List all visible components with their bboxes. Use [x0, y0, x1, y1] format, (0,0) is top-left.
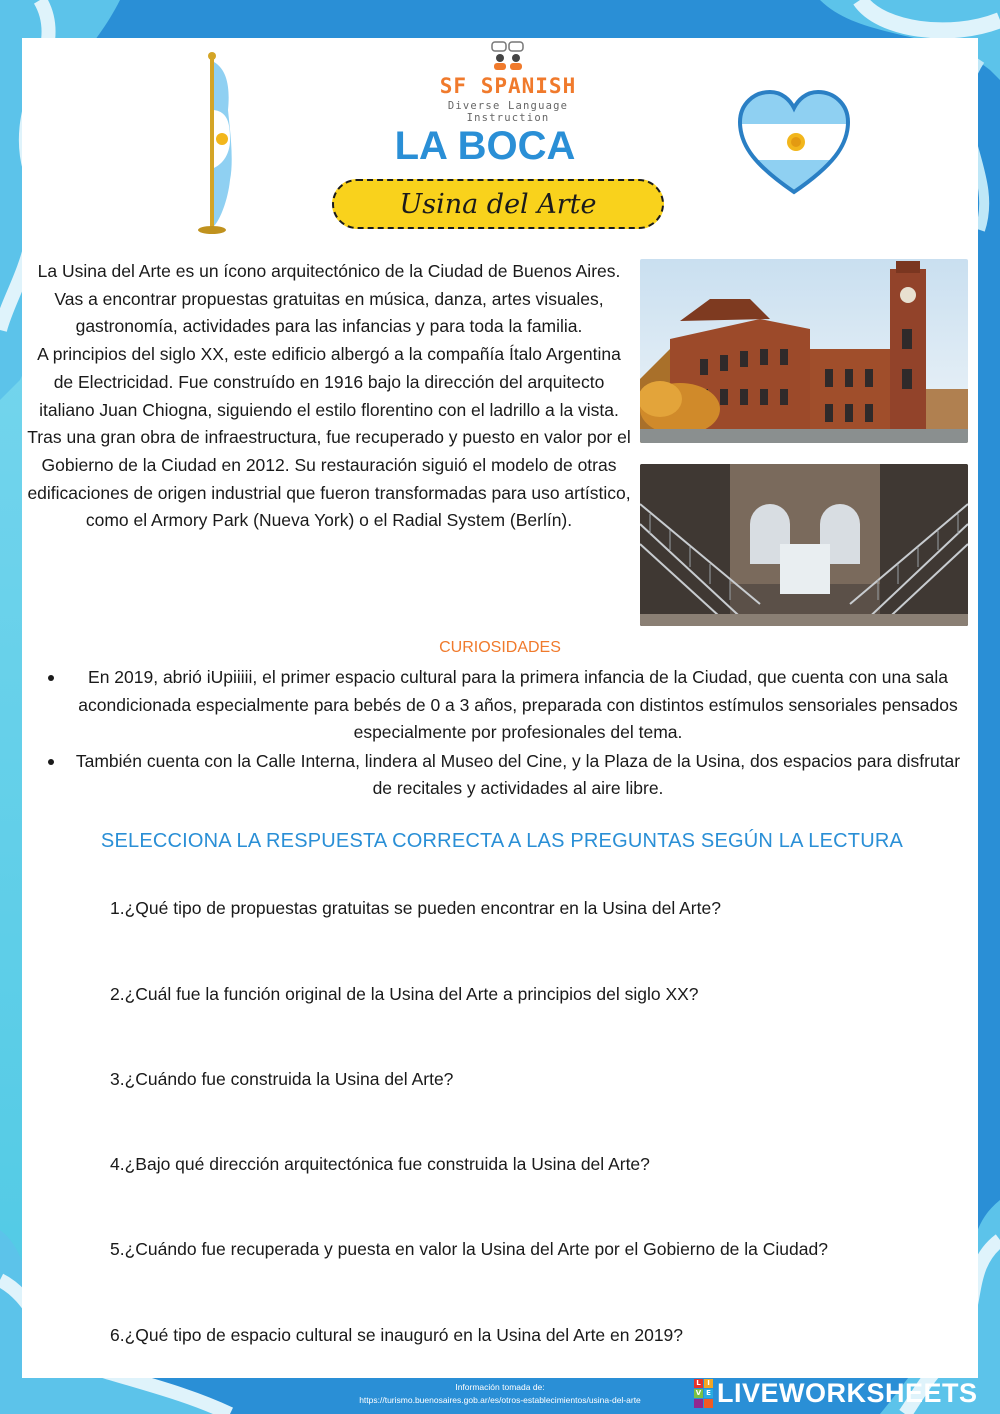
building-exterior-photo	[640, 259, 968, 443]
curiosity-text: En 2019, abrió iUpiiiii, el primer espacio cultural para la primera infancia de la Ciudad, que cuenta con una sala acondicionada especialmente para bebés de 0 a 3 años, preparada con distintos estímulos sensoriales pensados especialmente por profesionales del tema.	[78, 667, 958, 742]
source-link[interactable]: https://turismo.buenosaires.gob.ar/es/otros-establecimientos/usina-del-arte	[359, 1395, 641, 1405]
subtitle-text: Usina del Arte	[399, 188, 597, 220]
intro-paragraph: A principios del siglo XX, este edificio albergó a la compañía Ítalo Argentina de Electricidad. Fue construído en 1916 bajo la dirección del arquitecto italiano Juan Chiogna, siguiendo el estilo florentino con el ladrillo a la vista.	[37, 344, 621, 420]
question-5: 5.¿Cuándo fue recuperada y puesta en valor la Usina del Arte por el Gobierno de la Ciudad?	[110, 1239, 828, 1259]
source-credit	[300, 1381, 700, 1407]
brand-logo	[408, 40, 608, 124]
liveworksheets-logo[interactable]	[694, 1376, 994, 1410]
liveworksheets-wordmark: LIVEWORKSHEETS	[717, 1377, 978, 1408]
question-1: 1.¿Qué tipo de propuestas gratuitas se pueden encontrar en la Usina del Arte?	[110, 898, 721, 918]
subtitle-pill	[332, 179, 664, 229]
curiosities-list	[44, 664, 964, 804]
brand-tagline: Diverse Language Instruction	[447, 100, 569, 124]
question-2: 2.¿Cuál fue la función original de la Usina del Arte a principios del siglo XX?	[110, 984, 699, 1004]
question-3: 3.¿Cuándo fue construida la Usina del Arte?	[110, 1069, 454, 1089]
curiosities-title: CURIOSIDADES	[439, 639, 561, 656]
argentina-flag-icon	[190, 50, 250, 236]
bullet-icon	[48, 759, 54, 765]
curiosity-text: También cuenta con la Calle Interna, lindera al Museo del Cine, y la Plaza de la Usina, dos espacios para disfrutar de recitales y actividades al aire libre.	[75, 750, 961, 798]
bullet-icon	[48, 675, 54, 681]
list-item	[44, 748, 964, 803]
page-title: LA BOCA	[394, 124, 576, 168]
chat-people-icon	[488, 40, 528, 72]
quiz-instruction: SELECCIONA LA RESPUESTA CORRECTA A LAS PREGUNTAS SEGÚN LA LECTURA	[100, 830, 904, 852]
question-4: 4.¿Bajo qué dirección arquitectónica fue construida la Usina del Arte?	[110, 1154, 650, 1174]
brand-name: SF SPANISH	[439, 74, 577, 98]
question-6: 6.¿Qué tipo de espacio cultural se inauguró en la Usina del Arte en 2019?	[110, 1325, 684, 1345]
source-label: Información tomada de:	[455, 1382, 545, 1392]
building-interior-photo	[640, 464, 968, 626]
argentina-heart-icon	[736, 88, 852, 200]
intro-paragraph: La Usina del Arte es un ícono arquitectónico de la Ciudad de Buenos Aires. Vas a encontrar propuestas gratuitas en música, danza, artes visuales, gastronomía, actividades para las infancias y para toda la familia.	[37, 261, 621, 337]
intro-paragraph: Tras una gran obra de infraestructura, fue recuperado y puesto en valor por el Gobierno de la Ciudad en 2012. Su restauración siguió el modelo de otras edificaciones de origen industrial que fueron transformadas para uso artístico, como el Armory Park (Nueva York) o el Radial System (Berlín).	[27, 427, 631, 531]
list-item	[44, 664, 964, 747]
intro-text	[26, 258, 632, 535]
liveworksheets-blocks-icon: L I V E	[694, 1379, 713, 1408]
